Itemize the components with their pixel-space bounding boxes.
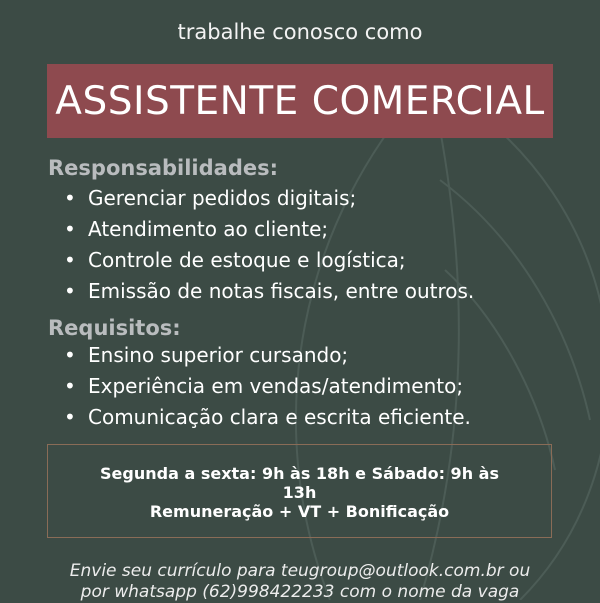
benefits-text: Remuneração + VT + Bonificação bbox=[149, 502, 450, 521]
schedule-text: Segunda a sexta: 9h às 18h e Sábado: 9h às 13h bbox=[100, 464, 499, 502]
footer-line-2: por whatsapp (62)998422233 com o nome da vaga bbox=[80, 582, 520, 602]
list-item: • Controle de estoque e logística; bbox=[64, 248, 406, 272]
responsibilities-list bbox=[64, 183, 474, 307]
requirements-heading: Requisitos: bbox=[48, 316, 181, 340]
list-item: • Gerenciar pedidos digitais; bbox=[64, 186, 357, 210]
list-item: • Ensino superior cursando; bbox=[64, 343, 349, 367]
job-title: ASSISTENTE COMERCIAL bbox=[55, 78, 545, 124]
list-item: • Atendimento ao cliente; bbox=[64, 217, 329, 241]
footer-contact bbox=[0, 561, 600, 603]
footer-line-1: Envie seu currículo para teugroup@outlook.com.br ou bbox=[69, 561, 531, 581]
list-item: • Emissão de notas fiscais, entre outros. bbox=[64, 279, 475, 303]
info-box bbox=[47, 444, 552, 538]
requirements-list bbox=[64, 340, 471, 433]
responsibilities-heading: Responsabilidades: bbox=[48, 156, 278, 180]
title-banner bbox=[47, 64, 553, 138]
list-item: • Comunicação clara e escrita eficiente. bbox=[64, 405, 471, 429]
intro-text: trabalhe conosco como bbox=[177, 20, 423, 44]
list-item: • Experiência em vendas/atendimento; bbox=[64, 374, 464, 398]
